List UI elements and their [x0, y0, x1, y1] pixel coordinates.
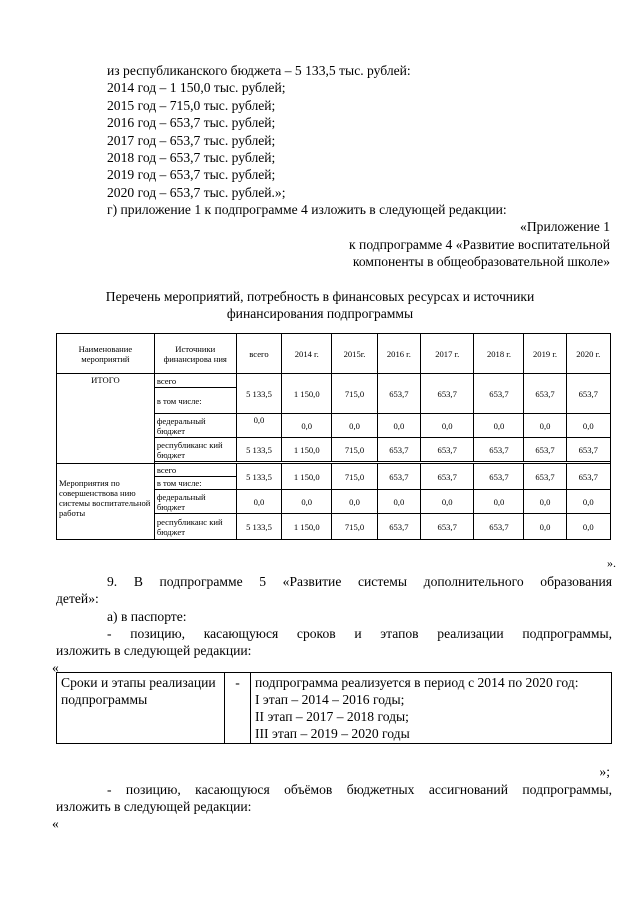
header-cell: 2019 г.	[524, 334, 566, 374]
value-cell: 1 150,0	[282, 374, 332, 414]
value-cell: 0,0	[377, 490, 420, 514]
period-table	[56, 672, 612, 744]
value-cell: 653,7	[524, 438, 566, 462]
group-name-total: ИТОГО	[57, 374, 155, 464]
value-cell: 653,7	[377, 438, 420, 462]
appendix-subprogram: к подпрограмме 4 «Развитие воспитательной	[349, 237, 610, 252]
value-cell: 0,0	[566, 490, 610, 514]
header-cell: Наименование мероприятий	[57, 334, 155, 374]
header-cell: 2016 г.	[377, 334, 420, 374]
position-terms-line2: изложить в следующей редакции:	[56, 643, 252, 658]
position-volumes-line1: - позицию, касающуюся объёмов бюджетных ассигнований подпрограммы,	[107, 782, 612, 797]
value-cell: 0,0	[282, 414, 332, 438]
value-cell: 0,0	[236, 490, 282, 514]
value-cell: 653,7	[566, 374, 610, 414]
value-cell: 0,0	[524, 490, 566, 514]
period-closing-quote: »;	[599, 764, 610, 779]
value-cell: 715,0	[332, 374, 378, 414]
table-header-row	[57, 334, 611, 374]
value-cell: 5 133,5	[236, 514, 282, 540]
source-cell: федеральный бюджет	[154, 490, 236, 514]
value-cell: 0,0	[377, 414, 420, 438]
period-dash: -	[225, 673, 251, 744]
header-cell: 2015г.	[332, 334, 378, 374]
period-label: Сроки и этапы реализации подпрограммы	[57, 673, 225, 744]
value-cell: 715,0	[332, 464, 378, 490]
value-cell: 0,0	[524, 514, 566, 540]
source-cell: республиканс кий бюджет	[154, 514, 236, 540]
value-cell: 653,7	[566, 464, 610, 490]
value-cell: 715,0	[332, 514, 378, 540]
value-cell: 653,7	[474, 374, 524, 414]
value-cell: 0,0	[474, 490, 524, 514]
value-cell: 0,0	[566, 414, 610, 438]
value-cell: 715,0	[332, 438, 378, 462]
value-cell: 0,0	[420, 490, 473, 514]
position-terms-line1: - позицию, касающуюся сроков и этапов реализации подпрограммы,	[107, 626, 612, 641]
header-cell: всего	[236, 334, 282, 374]
header-cell: 2020 г.	[566, 334, 610, 374]
value-cell: 653,7	[524, 374, 566, 414]
value-cell: 653,7	[377, 514, 420, 540]
group-name-activities: Мероприятия по совершенствова нию системы воспитательной работы	[57, 464, 155, 540]
value-cell: 1 150,0	[282, 514, 332, 540]
table-title-line1: Перечень мероприятий, потребность в финансовых ресурсах и источники	[105, 289, 535, 304]
value-cell: 0,0	[236, 414, 282, 438]
source-cell: всего	[154, 464, 236, 477]
value-cell: 0,0	[566, 514, 610, 540]
table-row	[57, 464, 611, 477]
value-cell: 653,7	[420, 438, 473, 462]
value-cell: 5 133,5	[236, 438, 282, 462]
year-line-2014: 2014 год – 1 150,0 тыс. рублей;	[107, 80, 286, 95]
stage-2: II этап – 2017 – 2018 годы;	[255, 709, 409, 724]
section9-line2: детей»:	[56, 591, 99, 606]
value-cell: 5 133,5	[236, 374, 282, 414]
open-quote-2: «	[52, 816, 59, 831]
value-cell: 653,7	[420, 374, 473, 414]
period-content	[251, 673, 612, 744]
value-cell: 5 133,5	[236, 464, 282, 490]
value-cell: 653,7	[377, 374, 420, 414]
source-cell: республиканс кий бюджет	[154, 438, 236, 462]
value-cell: 0,0	[420, 414, 473, 438]
value-cell: 0,0	[524, 414, 566, 438]
republic-budget-line: из республиканского бюджета – 5 133,5 тыс. рублей:	[107, 63, 411, 78]
source-cell: федеральный бюджет	[154, 414, 236, 438]
year-line-2017: 2017 год – 653,7 тыс. рублей;	[107, 133, 276, 148]
appendix-title: «Приложение 1	[520, 219, 610, 234]
header-cell: 2018 г.	[474, 334, 524, 374]
table-row	[57, 374, 611, 388]
value-cell: 1 150,0	[282, 464, 332, 490]
stage-3: III этап – 2019 – 2020 годы	[255, 726, 410, 741]
value-cell: 653,7	[566, 438, 610, 462]
position-volumes-line2: изложить в следующей редакции:	[56, 799, 252, 814]
source-cell: в том числе:	[154, 388, 236, 414]
appendix-component: компоненты в общеобразовательной школе»	[352, 254, 610, 269]
value-cell: 653,7	[524, 464, 566, 490]
period-text: подпрограмма реализуется в период с 2014 по 2020 год:	[255, 675, 579, 690]
source-cell: в том числе:	[154, 477, 236, 490]
open-quote-1: «	[52, 660, 59, 675]
value-cell: 0,0	[474, 414, 524, 438]
value-cell: 1 150,0	[282, 438, 332, 462]
value-cell: 653,7	[420, 464, 473, 490]
value-cell: 653,7	[474, 438, 524, 462]
item-g-text: г) приложение 1 к подпрограмме 4 изложить в следующей редакции:	[107, 202, 507, 217]
year-line-2019: 2019 год – 653,7 тыс. рублей;	[107, 167, 276, 182]
year-line-2015: 2015 год – 715,0 тыс. рублей;	[107, 98, 276, 113]
header-cell: Источники финансирова ния	[154, 334, 236, 374]
value-cell: 653,7	[474, 464, 524, 490]
section9-line1: 9. В подпрограмме 5 «Развитие системы дополнительного образования	[107, 574, 612, 589]
value-cell: 653,7	[474, 514, 524, 540]
stage-1: I этап – 2014 – 2016 годы;	[255, 692, 405, 707]
financing-table	[56, 333, 611, 540]
header-cell: 2014 г.	[282, 334, 332, 374]
value-cell: 0,0	[332, 414, 378, 438]
value-cell: 653,7	[420, 514, 473, 540]
header-cell: 2017 г.	[420, 334, 473, 374]
table-title-line2: финансирования подпрограммы	[226, 306, 414, 321]
value-cell: 0,0	[332, 490, 378, 514]
source-cell: всего	[154, 374, 236, 388]
year-line-2016: 2016 год – 653,7 тыс. рублей;	[107, 115, 276, 130]
year-line-2018: 2018 год – 653,7 тыс. рублей;	[107, 150, 276, 165]
table-closing-quote: ».	[607, 556, 616, 570]
value-cell: 0,0	[282, 490, 332, 514]
item-a-text: а) в паспорте:	[107, 609, 187, 624]
year-line-2020: 2020 год – 653,7 тыс. рублей.»;	[107, 185, 286, 200]
value-cell: 653,7	[377, 464, 420, 490]
